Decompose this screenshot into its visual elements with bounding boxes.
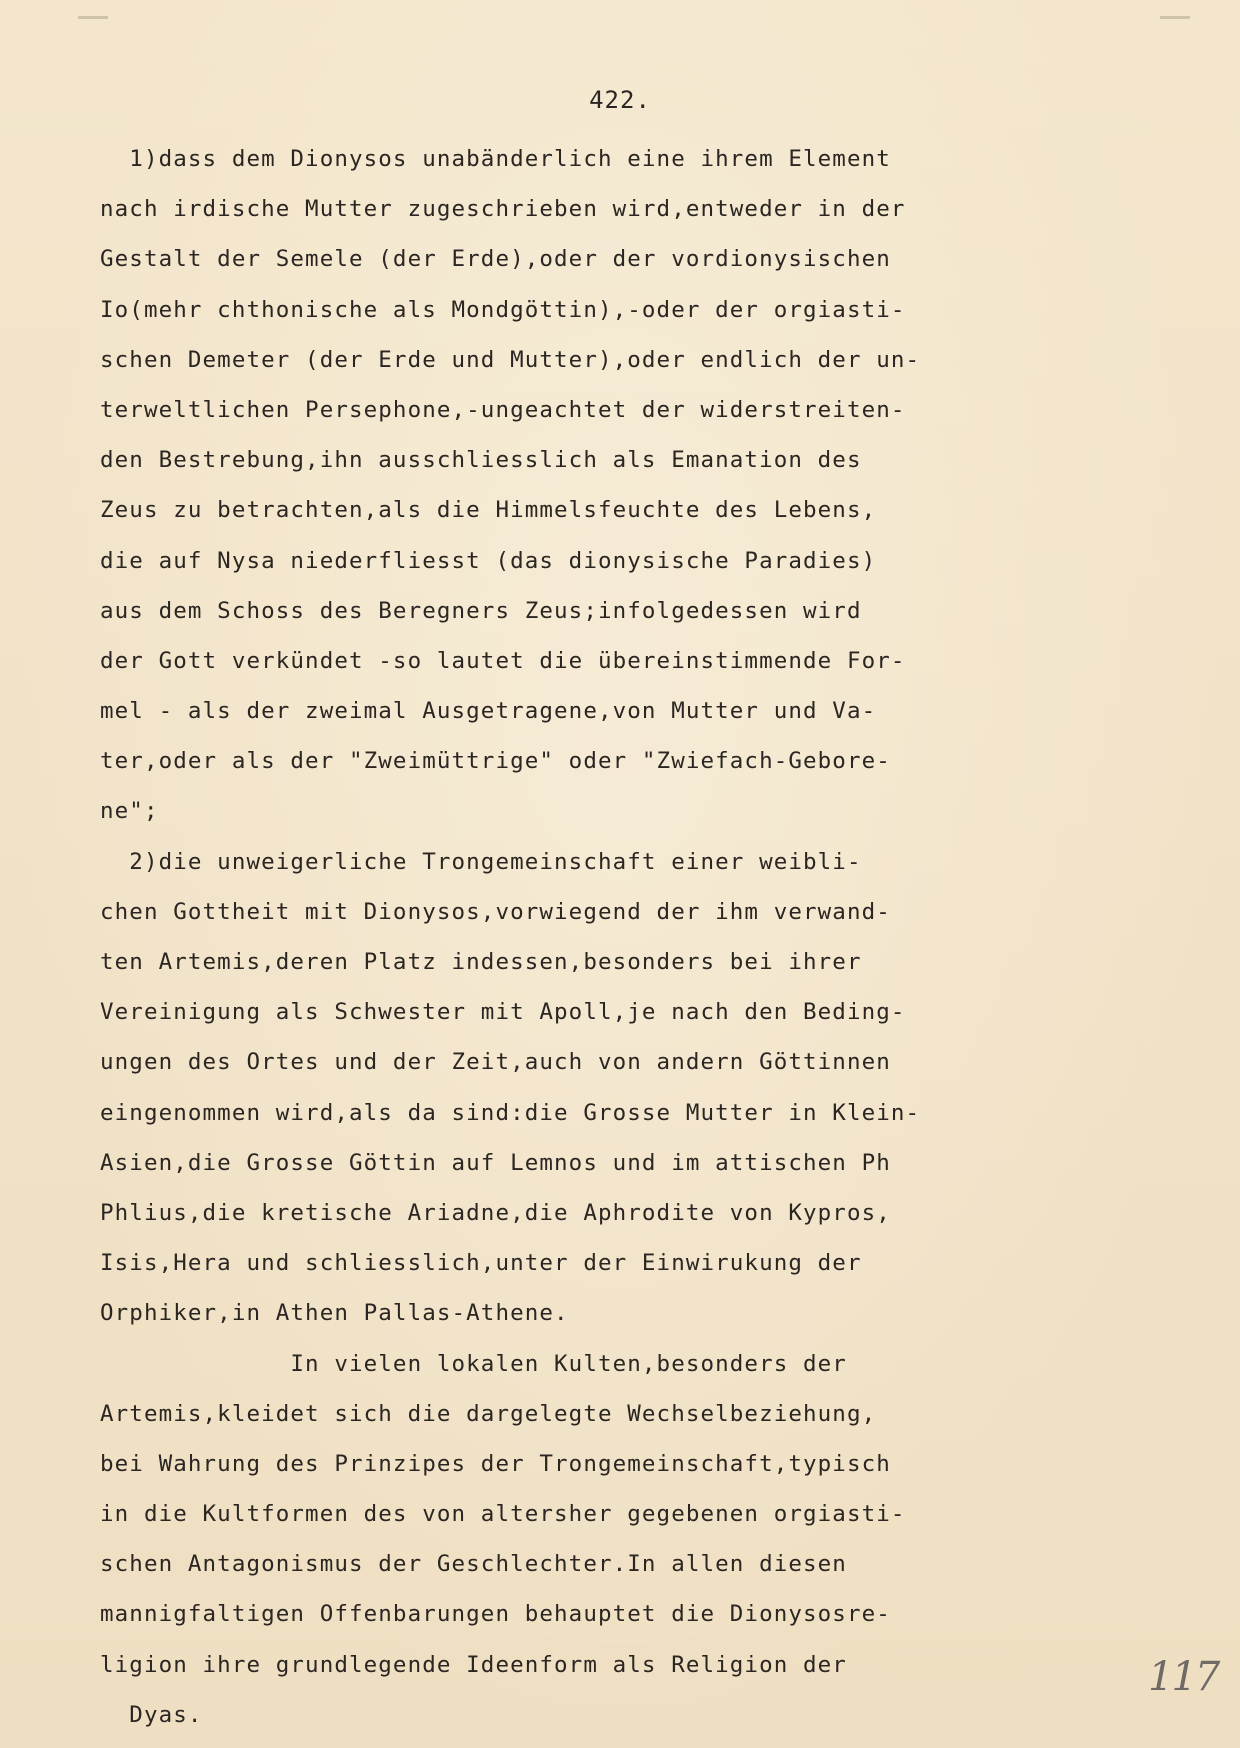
text-line: 1)dass dem Dionysos unabänderlich eine ihrem Element [100, 146, 891, 172]
text-line: 2)die unweigerliche Trongemeinschaft einer weibli- [100, 848, 862, 875]
text-line: ligion ihre grundlegende Ideenform als Religion der [100, 1651, 847, 1678]
text-line: Dyas. [100, 1701, 203, 1728]
text-line: Asien,die Grosse Göttin auf Lemnos und im attischen Ph [100, 1149, 891, 1176]
text-line: Orphiker,in Athen Pallas-Athene. [100, 1300, 569, 1327]
text-line: mel - als der zweimal Ausgetragene,von Mutter und Va- [100, 698, 877, 725]
text-line: den Bestrebung,ihn ausschliesslich als Emanation des [100, 447, 862, 474]
text-line: ter,oder als der "Zweimüttrige" oder "Zwiefach-Gebore- [100, 748, 891, 775]
page-number: 422. [589, 86, 651, 114]
text-line: ungen des Ortes und der Zeit,auch von andern Göttinnen [100, 1049, 891, 1076]
text-line: bei Wahrung des Prinzipes der Trongemeinschaft,typisch [100, 1450, 891, 1477]
text-line: Io(mehr chthonische als Mondgöttin),-oder der orgiasti- [100, 296, 906, 323]
text-line: ne"; [100, 798, 159, 825]
text-line: nach irdische Mutter zugeschrieben wird,entweder in der [100, 196, 906, 223]
text-line: chen Gottheit mit Dionysos,vorwiegend der ihm verwand- [100, 898, 891, 925]
text-line: terweltlichen Persephone,-ungeachtet der widerstreiten- [100, 396, 906, 423]
text-line: der Gott verkündet -so lautet die übereinstimmende For- [100, 647, 906, 674]
text-line: eingenommen wird,als da sind:die Grosse Mutter in Klein- [100, 1099, 921, 1126]
text-line: Gestalt der Semele (der Erde),oder der vordionysischen [100, 246, 891, 273]
text-line: schen Demeter (der Erde und Mutter),oder endlich der un- [100, 346, 921, 373]
edge-mark-left [78, 16, 108, 19]
text-line: in die Kultformen des von altersher gegebenen orgiasti- [100, 1501, 906, 1528]
text-line: Vereinigung als Schwester mit Apoll,je nach den Beding- [100, 999, 906, 1026]
text-line: die auf Nysa niederfliesst (das dionysische Paradies) [100, 547, 877, 574]
text-line: aus dem Schoss des Beregners Zeus;infolgedessen wird [100, 597, 862, 624]
text-line: mannigfaltigen Offenbarungen behauptet die Dionysosre- [100, 1601, 891, 1628]
typed-text-body [100, 134, 1140, 1740]
text-line: ten Artemis,deren Platz indessen,besonders bei ihrer [100, 949, 862, 975]
text-line: Zeus zu betrachten,als die Himmelsfeuchte des Lebens, [100, 497, 877, 524]
edge-mark-right [1160, 16, 1190, 19]
text-line: In vielen lokalen Kulten,besonders der [100, 1350, 847, 1377]
handwritten-folio-number: 117 [1148, 1654, 1219, 1700]
text-line: schen Antagonismus der Geschlechter.In allen diesen [100, 1551, 847, 1578]
text-line: Phlius,die kretische Ariadne,die Aphrodite von Kypros, [100, 1199, 891, 1226]
text-line: Artemis,kleidet sich die dargelegte Wechselbeziehung, [100, 1400, 877, 1427]
text-line: Isis,Hera und schliesslich,unter der Einwirukung der [100, 1250, 862, 1277]
